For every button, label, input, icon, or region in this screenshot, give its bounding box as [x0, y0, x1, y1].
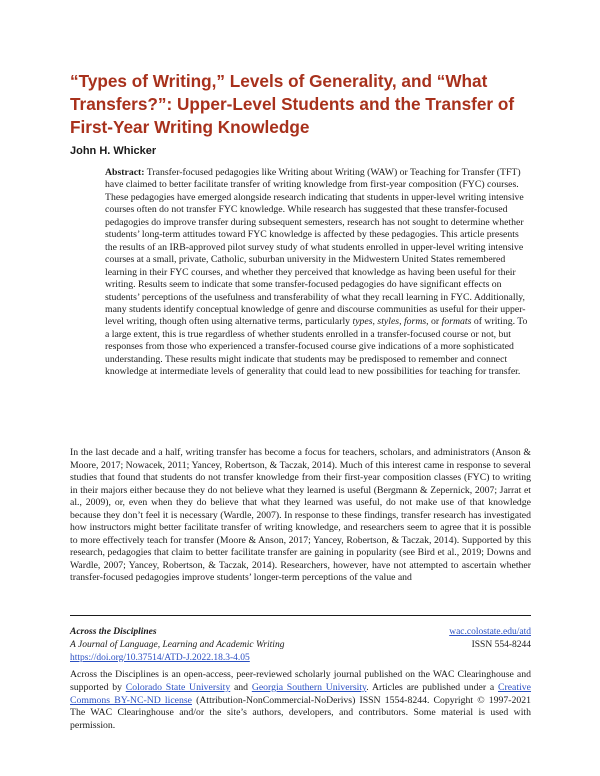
notice-text: . Articles are published under a: [366, 681, 498, 693]
separator: ,: [399, 316, 404, 328]
notice-text: (Attribution-NonCommercial-NoDerivs) ISSN 1554-8244. Copyright © 1997-2021 The WAC Clearinghouse and/or the site’s authors, developers, and contributors. Some material is used with permission.: [70, 694, 531, 732]
notice-text: and: [230, 681, 252, 693]
term-styles: styles: [377, 316, 400, 328]
term-forms: forms: [403, 316, 427, 328]
publication-notice: [70, 669, 531, 733]
body-paragraph: In the last decade and a half, writing transfer has become a focus for teachers, scholars, and administrators (Anson & Moore, 2017; Nowacek, 2011; Yancey, Robertson, & Taczak, 2014). Much of this interest came in response to several studies that found that students do not transfer knowledge from their first-year composition classes (FYC) to writing in their majors either because they do not believe what they learned is useful (Bergmann & Zepernick, 2007; Jarrat et al., 2009), or, even when they do believe that what they learned was useful, do not make use of that knowledge because they don’t feel it is necessary (Wardle, 2007). In response to these findings, transfer research has investigated how instructors might better facilitate transfer of writing knowledge, and researchers seem to agree that it is possible to more effectively teach for transfer (Moore & Anson, 2017; Yancey, Robertson, & Taczak, 2014). Supported by this research, pedagogies that claim to better facilitate transfer are gaining in popularity (see Bird et al., 2019; Downs and Wardle, 2007; Yancey, Robertson, & Taczak, 2014). Researchers, however, have not attempted to ascertain whether transfer-focused pedagogies improve students’ longer-term perceptions of the value and: [70, 447, 531, 583]
journal-subtitle: A Journal of Language, Learning and Academic Writing: [70, 640, 285, 650]
journal-name: Across the Disciplines: [70, 627, 157, 637]
license-link[interactable]: Creative Commons BY-NC-ND license: [70, 681, 532, 706]
footer-divider: [70, 615, 531, 616]
journal-info: [70, 626, 370, 665]
journal-meta: [449, 626, 531, 652]
abstract-text-1: Transfer-focused pedagogies like Writing about Writing (WAW) or Teaching for Transfer (TFT) have claimed to better facilitate transfer of writing knowledge from first-year composition (FYC) courses. These pedagogies have emerged alongside research indicating that students in upper-level writing intensive courses often do not transfer FYC knowledge. While research has suggested that these transfer-focused pedagogies do improve transfer during subsequent semesters, research has not sought to determine whether students’ long-term attitudes toward FYC knowledge is affected by these pedagogies. This article presents the results of an IRB-approved pilot survey study of what students enrolled in upper-level writing intensive courses at a small, private, Catholic, suburban university in the Midwestern United States remembered learning in their FYC courses, and whether they perceived that knowledge as having been useful for their writing. Results seem to indicate that some transfer-focused pedagogies do have significant effects on students’ perceptions of the usefulness and transferability of what they recall learning in FYC. Additionally, many students identify conceptual knowledge of genre and discourse communities as useful for their upper-level writing, though often using alternative terms, particularly: [105, 167, 526, 328]
notice-text: Across the Disciplines is an open-access, peer-reviewed scholarly journal published on the WAC Clearinghouse and supported by: [70, 669, 531, 693]
abstract: [105, 167, 529, 379]
author-name: John H. Whicker: [70, 145, 157, 157]
doi-link[interactable]: https://doi.org/10.37514/ATD-J.2022.18.3-4.05: [70, 653, 250, 663]
term-formats: formats: [441, 316, 472, 328]
journal-website-link[interactable]: wac.colostate.edu/atd: [449, 627, 531, 637]
colorado-state-link[interactable]: Colorado State University: [125, 681, 231, 693]
article-title: “Types of Writing,” Levels of Generality, and “What Transfers?”: Upper-Level Students and the Transfer of First-Year Writing Knowledge: [70, 71, 515, 137]
separator: , or: [426, 316, 442, 328]
issn: ISSN 554-8244: [471, 640, 531, 650]
abstract-text-2: of writing. To a large extent, this is true regardless of whether students enrolled in a transfer-focused course or not, but responses from those who experienced a transfer-focused course give indications of a more sophisticated understanding. These results might indicate that students may be predisposed to remember and connect knowledge at intermediate levels of generality that could lead to new possibilities for teaching for transfer.: [105, 316, 528, 378]
georgia-southern-link[interactable]: Georgia Southern University: [251, 681, 367, 693]
abstract-label: Abstract:: [105, 167, 145, 178]
term-types: types: [352, 316, 373, 328]
separator: ,: [372, 316, 378, 328]
